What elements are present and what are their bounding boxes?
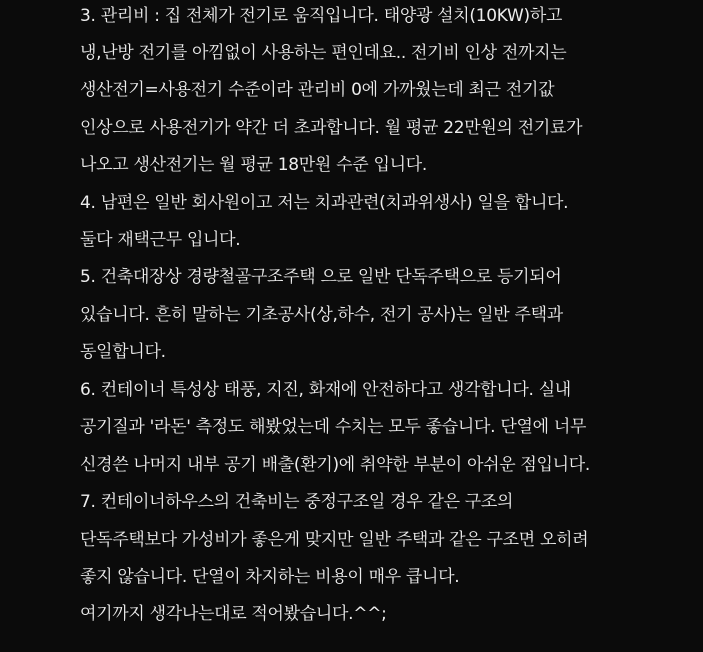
text-line-2: 냉,난방 전기를 아낌없이 사용하는 편인데요.. 전기비 인상 전까지는 — [80, 43, 567, 63]
text-line-17: 여기까지 생각나는대로 적어봤습니다.^^; — [80, 604, 387, 624]
text-line-13: 신경쓴 나머지 내부 공기 배출(환기)에 취약한 부분이 아쉬운 점입니다. — [80, 455, 591, 475]
text-line-15: 단독주택보다 가성비가 좋은게 맞지만 일반 주택과 같은 구조면 오히려 — [80, 530, 589, 550]
text-line-14: 7. 컨테이너하우스의 건축비는 중정구조일 경우 같은 구조의 — [80, 492, 514, 512]
text-line-6: 4. 남편은 일반 회사원이고 저는 치과관련(치과위생사) 일을 합니다. — [80, 193, 569, 213]
text-line-12: 공기질과 '라돈' 측정도 해봤었는데 수치는 모두 좋습니다. 단열에 너무 — [80, 417, 587, 437]
text-line-3: 생산전기=사용전기 수준이라 관리비 0에 가까웠는데 최근 전기값 — [80, 80, 555, 100]
text-line-8: 5. 건축대장상 경량철골구조주택 으로 일반 단독주택으로 등기되어 — [80, 267, 562, 287]
text-line-9: 있습니다. 흔히 말하는 기초공사(상,하수, 전기 공사)는 일반 주택과 — [80, 305, 563, 325]
text-line-1: 3. 관리비 : 집 전체가 전기로 움직입니다. 태양광 설치(10KW)하고 — [80, 6, 563, 26]
text-line-11: 6. 컨테이너 특성상 태풍, 지진, 화재에 안전하다고 생각합니다. 실내 — [80, 380, 571, 400]
text-line-16: 좋지 않습니다. 단열이 차지하는 비용이 매우 큽니다. — [80, 567, 460, 587]
text-line-5: 나오고 생산전기는 월 평균 18만원 수준 입니다. — [80, 155, 427, 175]
text-line-4: 인상으로 사용전기가 약간 더 초과합니다. 월 평균 22만원의 전기료가 — [80, 118, 583, 138]
text-line-10: 동일합니다. — [80, 342, 166, 362]
text-line-7: 둘다 재택근무 입니다. — [80, 230, 241, 250]
